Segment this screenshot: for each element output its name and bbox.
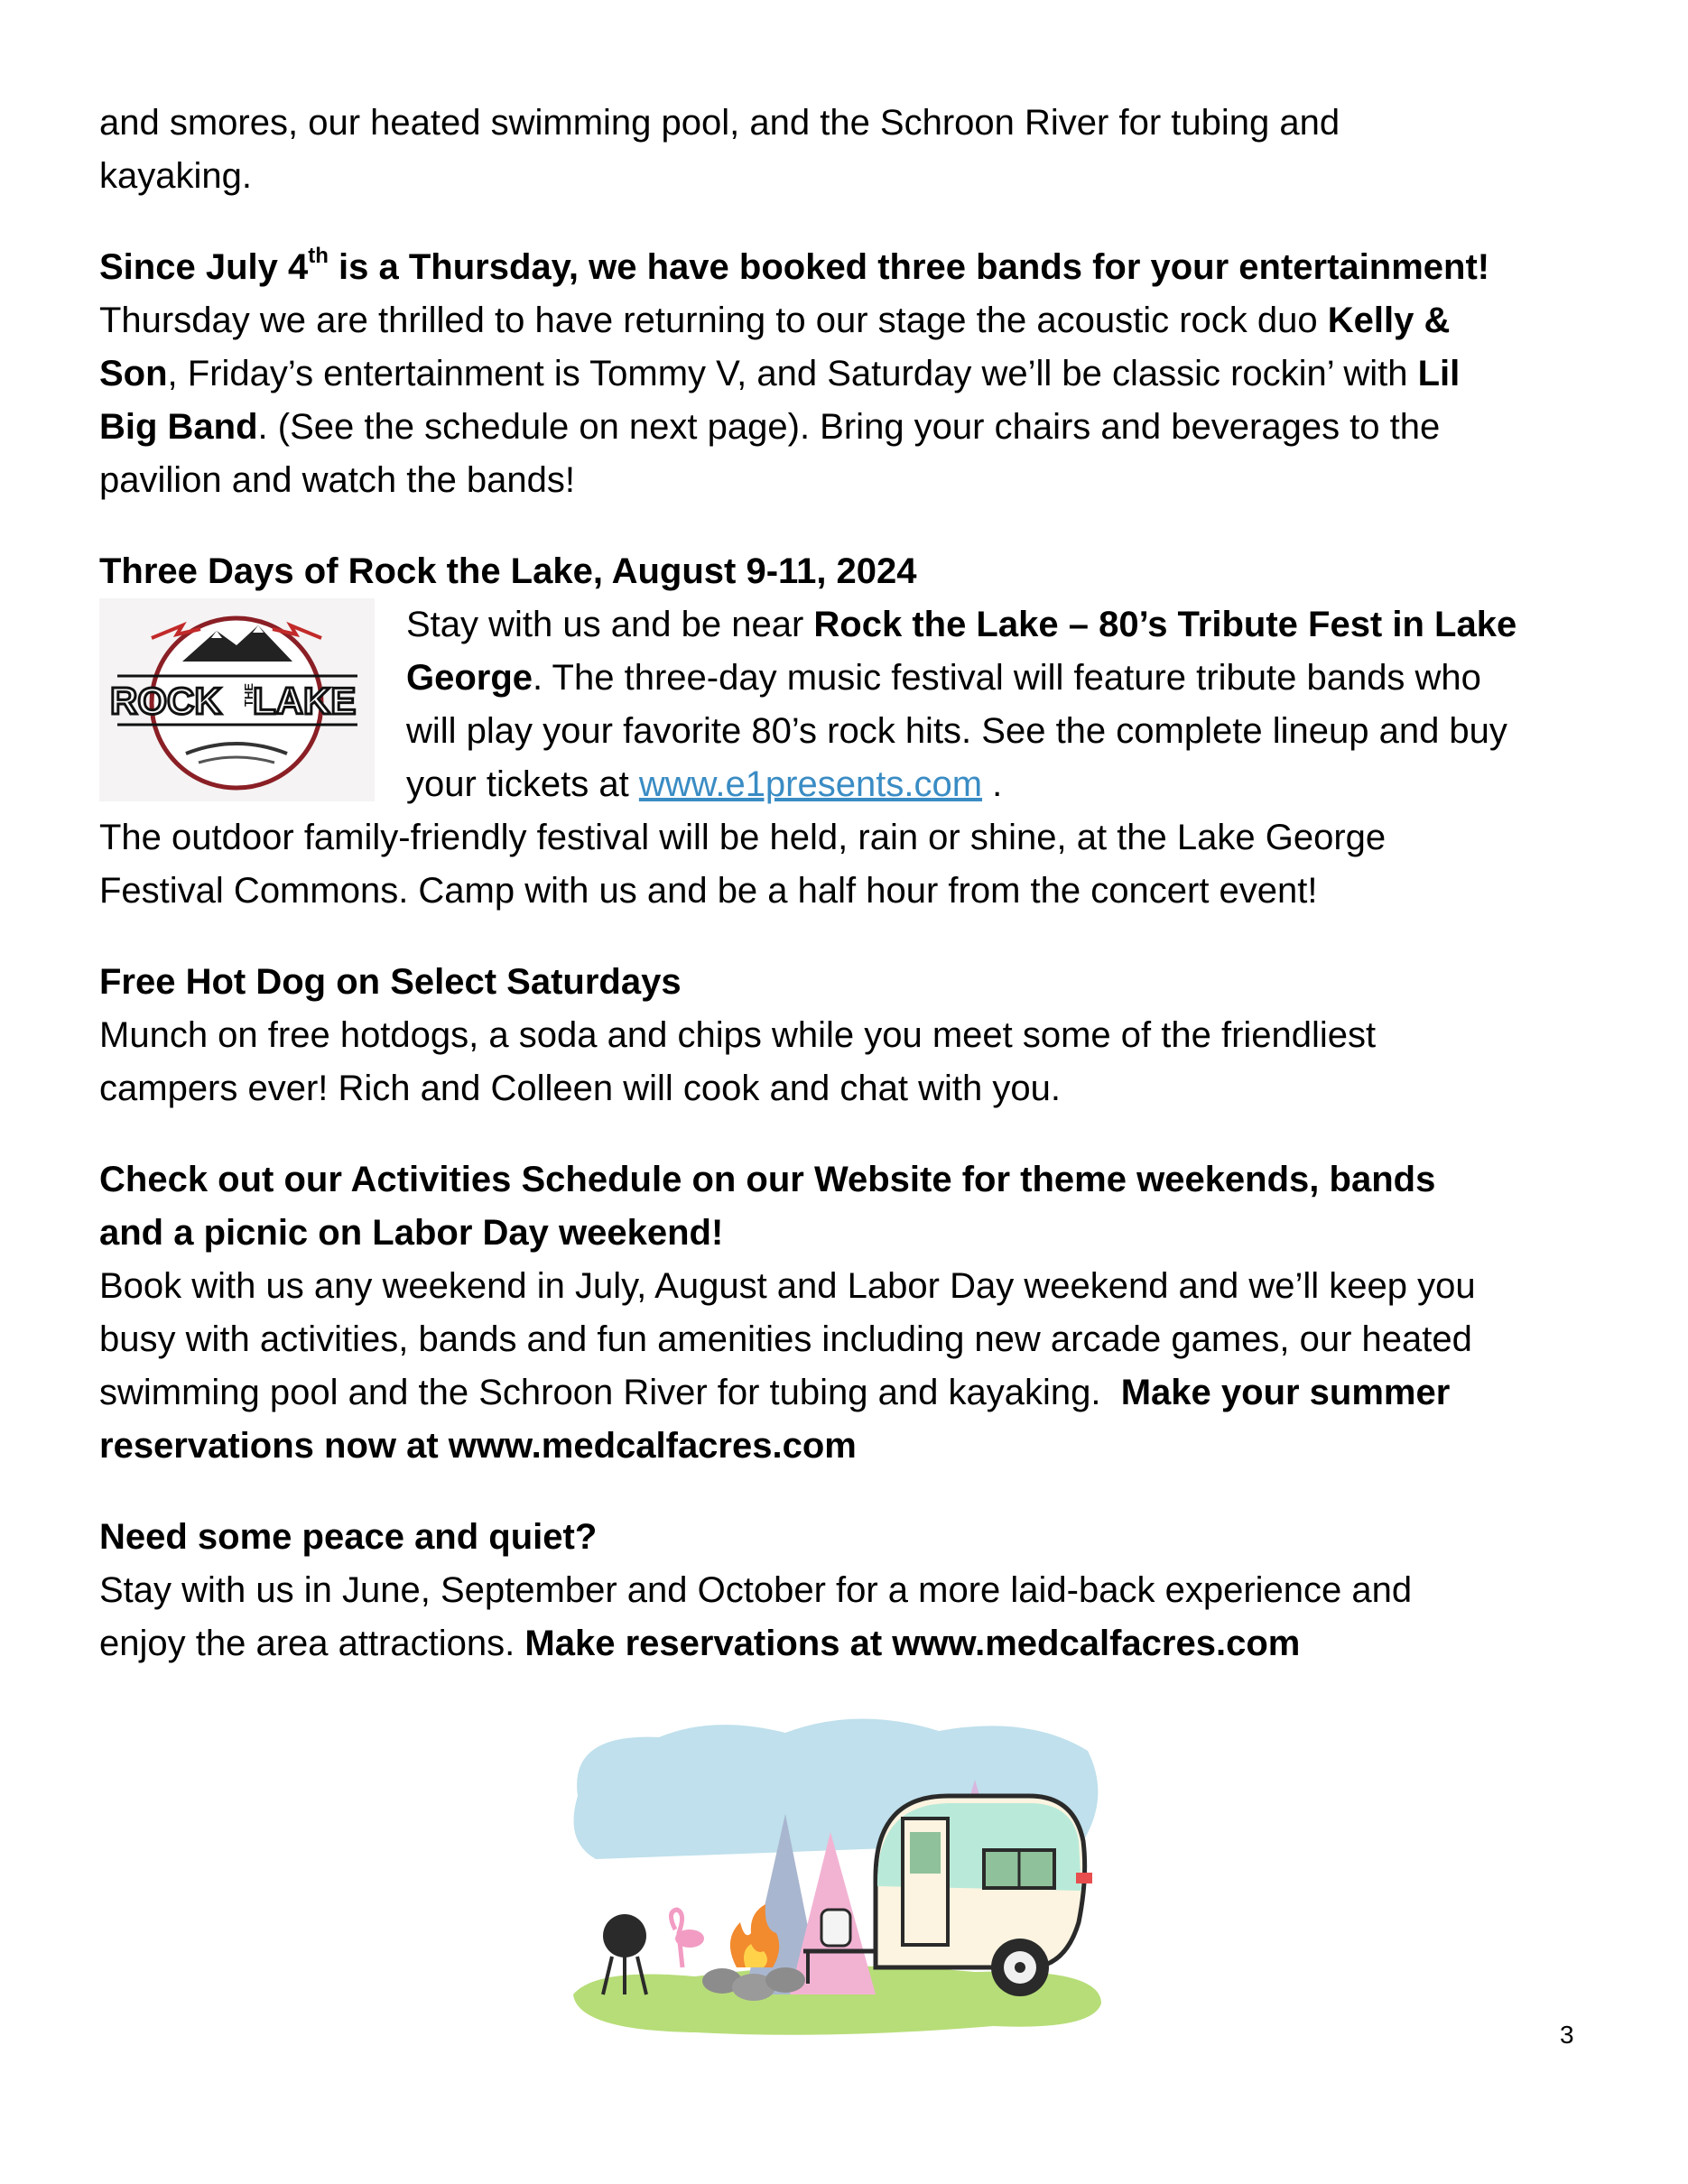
activities-heading-2: and a picnic on Labor Day weekend!: [99, 1213, 724, 1253]
july4-section: [99, 241, 1598, 507]
quiet-heading: Need some peace and quiet?: [99, 1517, 598, 1557]
july4-heading: Since July 4th is a Thursday, we have booked three bands for your entertainment!: [99, 243, 1490, 287]
activities-line-3: swimming pool and the Schroon River for tubing and kayaking. Make your summer: [99, 1373, 1451, 1412]
e1presents-link[interactable]: www.e1presents.com: [638, 764, 983, 804]
rock-line-1: Stay with us and be near Rock the Lake – 80’s Tribute Fest in Lake: [406, 605, 1517, 644]
svg-text:THE: THE: [242, 683, 255, 707]
svg-text:LAKE: LAKE: [253, 680, 357, 722]
svg-text:ROCK: ROCK: [110, 680, 222, 722]
rock-line-6: Festival Commons. Camp with us and be a half hour from the concert event!: [99, 871, 1318, 911]
rock-heading: Three Days of Rock the Lake, August 9-11, 2024: [99, 551, 917, 591]
rock-line-3: will play your favorite 80’s rock hits. See the complete lineup and buy: [406, 711, 1507, 751]
rock-the-lake-section: [99, 545, 1598, 918]
quiet-line-2: enjoy the area attractions. Make reservations at www.medcalfacres.com: [99, 1624, 1301, 1663]
quiet-line-1: Stay with us in June, September and October for a more laid-back experience and: [99, 1570, 1413, 1610]
july4-line-1: Thursday we are thrilled to have returning to our stage the acoustic rock duo Kelly &: [99, 301, 1451, 340]
page-number: 3: [1560, 2021, 1574, 2049]
rock-line-4: your tickets at www.e1presents.com .: [406, 764, 1003, 804]
intro-paragraph: [99, 97, 1598, 203]
intro-line-2: kayaking.: [99, 156, 252, 196]
activities-line-1: Book with us any weekend in July, August and Labor Day weekend and we’ll keep you: [99, 1266, 1476, 1306]
rock-the-lake-logo: [99, 598, 375, 801]
hotdog-line-1: Munch on free hotdogs, a soda and chips while you meet some of the friendliest: [99, 1015, 1377, 1055]
july4-line-2: Son, Friday’s entertainment is Tommy V, and Saturday we’ll be classic rockin’ with Lil: [99, 354, 1461, 393]
hotdog-line-2: campers ever! Rich and Colleen will cook and chat with you.: [99, 1069, 1061, 1108]
activities-heading-1: Check out our Activities Schedule on our Website for theme weekends, bands: [99, 1160, 1436, 1199]
july4-line-3: Big Band. (See the schedule on next page). Bring your chairs and beverages to the: [99, 407, 1441, 447]
camper-illustration: [560, 1697, 1119, 2058]
activities-line-2: busy with activities, bands and fun amenities including new arcade games, our heated: [99, 1319, 1472, 1359]
july4-line-4: pavilion and watch the bands!: [99, 460, 576, 500]
intro-line-1: and smores, our heated swimming pool, and the Schroon River for tubing and: [99, 103, 1340, 143]
activities-section: [99, 1153, 1598, 1473]
activities-line-4: reservations now at www.medcalfacres.com: [99, 1426, 857, 1466]
rock-line-5: The outdoor family-friendly festival will be held, rain or shine, at the Lake George: [99, 818, 1387, 857]
document-page: [99, 97, 1598, 1708]
rock-line-2: George. The three-day music festival will feature tribute bands who: [406, 658, 1481, 698]
hotdog-section: [99, 956, 1598, 1115]
quiet-section: [99, 1511, 1598, 1670]
hotdog-heading: Free Hot Dog on Select Saturdays: [99, 962, 682, 1002]
